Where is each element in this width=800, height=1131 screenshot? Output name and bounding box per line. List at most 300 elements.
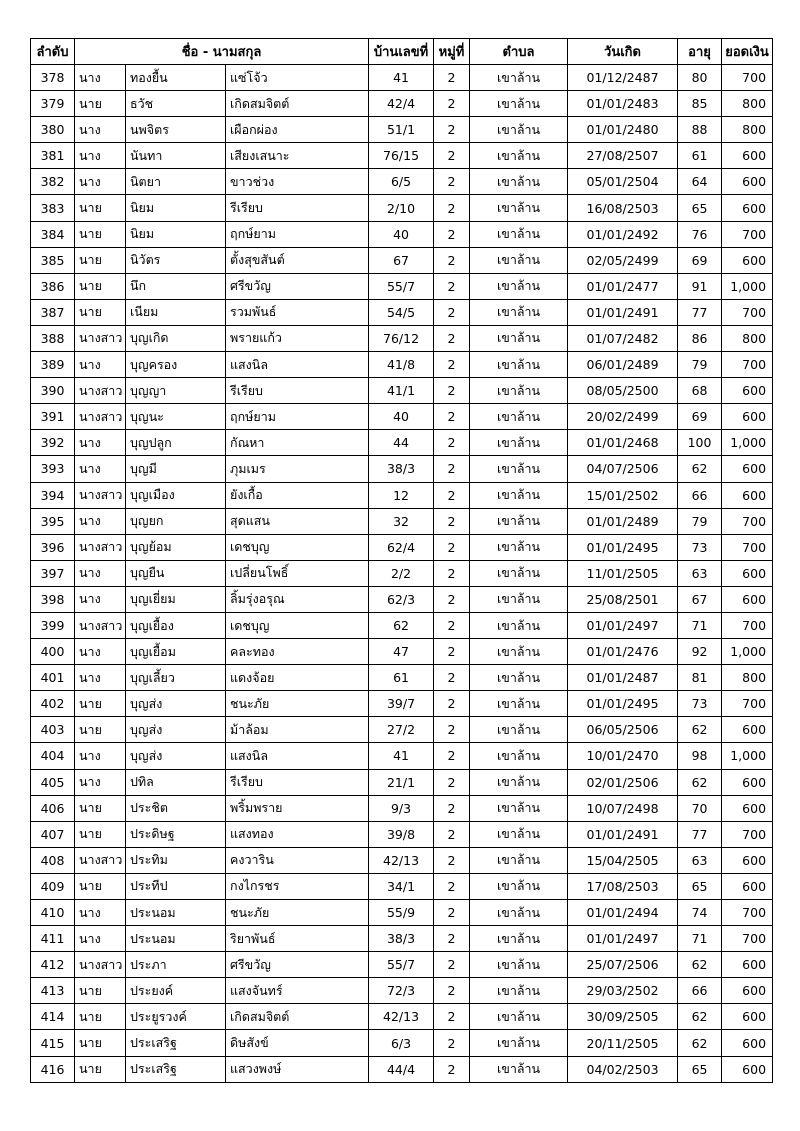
title-prefix-cell: นาง (75, 430, 126, 456)
table-row (31, 743, 773, 769)
title-prefix-cell: นางสาว (75, 325, 126, 351)
title-prefix-cell: นาย (75, 299, 126, 325)
house-number-cell: 41/8 (369, 352, 434, 378)
age-cell: 100 (678, 430, 722, 456)
last-name-cell: พรายแก้ว (226, 325, 369, 351)
first-name-cell: ประนอม (126, 900, 226, 926)
village-number-cell: 2 (434, 717, 470, 743)
age-cell: 66 (678, 978, 722, 1004)
header-no: ลำดับ (31, 39, 75, 65)
date-of-birth-cell: 02/01/2506 (568, 769, 678, 795)
age-cell: 70 (678, 795, 722, 821)
first-name-cell: ประนอม (126, 926, 226, 952)
subdistrict-cell: เขาล้าน (470, 352, 568, 378)
row-number-cell: 389 (31, 352, 75, 378)
table-row (31, 769, 773, 795)
amount-cell: 700 (722, 821, 773, 847)
age-cell: 62 (678, 1030, 722, 1056)
age-cell: 62 (678, 1004, 722, 1030)
village-number-cell: 2 (434, 978, 470, 1004)
village-number-cell: 2 (434, 1004, 470, 1030)
row-number-cell: 388 (31, 325, 75, 351)
date-of-birth-cell: 01/01/2476 (568, 639, 678, 665)
age-cell: 62 (678, 717, 722, 743)
row-number-cell: 382 (31, 169, 75, 195)
subdistrict-cell: เขาล้าน (470, 1030, 568, 1056)
amount-cell: 600 (722, 378, 773, 404)
amount-cell: 1,000 (722, 430, 773, 456)
first-name-cell: นพจิตร (126, 117, 226, 143)
house-number-cell: 42/13 (369, 847, 434, 873)
age-cell: 86 (678, 325, 722, 351)
row-number-cell: 408 (31, 847, 75, 873)
title-prefix-cell: นาง (75, 352, 126, 378)
house-number-cell: 42/13 (369, 1004, 434, 1030)
title-prefix-cell: นาง (75, 586, 126, 612)
title-prefix-cell: นาง (75, 169, 126, 195)
age-cell: 67 (678, 586, 722, 612)
title-prefix-cell: นาย (75, 978, 126, 1004)
subdistrict-cell: เขาล้าน (470, 639, 568, 665)
amount-cell: 600 (722, 717, 773, 743)
date-of-birth-cell: 01/01/2489 (568, 508, 678, 534)
date-of-birth-cell: 10/07/2498 (568, 795, 678, 821)
house-number-cell: 39/7 (369, 691, 434, 717)
last-name-cell: แสงนิล (226, 743, 369, 769)
row-number-cell: 386 (31, 273, 75, 299)
subdistrict-cell: เขาล้าน (470, 1004, 568, 1030)
first-name-cell: นิวัตร (126, 247, 226, 273)
age-cell: 66 (678, 482, 722, 508)
village-number-cell: 2 (434, 900, 470, 926)
amount-cell: 600 (722, 404, 773, 430)
first-name-cell: นิยม (126, 221, 226, 247)
amount-cell: 600 (722, 1004, 773, 1030)
title-prefix-cell: นางสาว (75, 952, 126, 978)
row-number-cell: 400 (31, 639, 75, 665)
house-number-cell: 51/1 (369, 117, 434, 143)
title-prefix-cell: นาง (75, 769, 126, 795)
subdistrict-cell: เขาล้าน (470, 586, 568, 612)
table-row (31, 952, 773, 978)
date-of-birth-cell: 01/01/2495 (568, 534, 678, 560)
amount-cell: 600 (722, 456, 773, 482)
date-of-birth-cell: 25/08/2501 (568, 586, 678, 612)
amount-cell: 800 (722, 325, 773, 351)
title-prefix-cell: นาย (75, 1056, 126, 1082)
title-prefix-cell: นาย (75, 691, 126, 717)
last-name-cell: ศรีขวัญ (226, 273, 369, 299)
subdistrict-cell: เขาล้าน (470, 143, 568, 169)
date-of-birth-cell: 01/01/2477 (568, 273, 678, 299)
village-number-cell: 2 (434, 117, 470, 143)
row-number-cell: 380 (31, 117, 75, 143)
date-of-birth-cell: 16/08/2503 (568, 195, 678, 221)
village-number-cell: 2 (434, 91, 470, 117)
amount-cell: 1,000 (722, 639, 773, 665)
title-prefix-cell: นางสาว (75, 482, 126, 508)
first-name-cell: ประภา (126, 952, 226, 978)
subdistrict-cell: เขาล้าน (470, 65, 568, 91)
title-prefix-cell: นาง (75, 65, 126, 91)
first-name-cell: ปทิล (126, 769, 226, 795)
last-name-cell: เดชบุญ (226, 534, 369, 560)
last-name-cell: รีเรียบ (226, 378, 369, 404)
date-of-birth-cell: 29/03/2502 (568, 978, 678, 1004)
amount-cell: 600 (722, 169, 773, 195)
first-name-cell: เนียม (126, 299, 226, 325)
table-row (31, 1056, 773, 1082)
subdistrict-cell: เขาล้าน (470, 117, 568, 143)
house-number-cell: 9/3 (369, 795, 434, 821)
subdistrict-cell: เขาล้าน (470, 508, 568, 534)
table-row (31, 221, 773, 247)
row-number-cell: 403 (31, 717, 75, 743)
last-name-cell: เปลี่ยนโพธิ์ (226, 560, 369, 586)
date-of-birth-cell: 06/01/2489 (568, 352, 678, 378)
subdistrict-cell: เขาล้าน (470, 873, 568, 899)
last-name-cell: รีเรียบ (226, 195, 369, 221)
last-name-cell: สุดแสน (226, 508, 369, 534)
village-number-cell: 2 (434, 821, 470, 847)
table-row (31, 169, 773, 195)
age-cell: 65 (678, 1056, 722, 1082)
house-number-cell: 41 (369, 743, 434, 769)
row-number-cell: 393 (31, 456, 75, 482)
row-number-cell: 392 (31, 430, 75, 456)
first-name-cell: บุญยก (126, 508, 226, 534)
amount-cell: 600 (722, 795, 773, 821)
subdistrict-cell: เขาล้าน (470, 534, 568, 560)
date-of-birth-cell: 01/01/2492 (568, 221, 678, 247)
age-cell: 63 (678, 560, 722, 586)
subdistrict-cell: เขาล้าน (470, 404, 568, 430)
title-prefix-cell: นาย (75, 91, 126, 117)
age-cell: 81 (678, 665, 722, 691)
date-of-birth-cell: 17/08/2503 (568, 873, 678, 899)
title-prefix-cell: นาย (75, 195, 126, 221)
last-name-cell: เดชบุญ (226, 612, 369, 638)
village-number-cell: 2 (434, 665, 470, 691)
table-row (31, 534, 773, 560)
village-number-cell: 2 (434, 639, 470, 665)
subdistrict-cell: เขาล้าน (470, 195, 568, 221)
subdistrict-cell: เขาล้าน (470, 926, 568, 952)
date-of-birth-cell: 06/05/2506 (568, 717, 678, 743)
age-cell: 98 (678, 743, 722, 769)
house-number-cell: 62/3 (369, 586, 434, 612)
first-name-cell: บุญนะ (126, 404, 226, 430)
house-number-cell: 42/4 (369, 91, 434, 117)
row-number-cell: 378 (31, 65, 75, 91)
header-tambon: ตำบล (470, 39, 568, 65)
row-number-cell: 409 (31, 873, 75, 899)
table-row (31, 612, 773, 638)
date-of-birth-cell: 05/01/2504 (568, 169, 678, 195)
village-number-cell: 2 (434, 221, 470, 247)
last-name-cell: ลิ้มรุ่งอรุณ (226, 586, 369, 612)
amount-cell: 600 (722, 769, 773, 795)
house-number-cell: 27/2 (369, 717, 434, 743)
row-number-cell: 396 (31, 534, 75, 560)
title-prefix-cell: นาง (75, 900, 126, 926)
house-number-cell: 38/3 (369, 456, 434, 482)
row-number-cell: 387 (31, 299, 75, 325)
first-name-cell: บุญยืน (126, 560, 226, 586)
elderly-allowance-table (30, 38, 773, 1083)
first-name-cell: ทองยื้น (126, 65, 226, 91)
date-of-birth-cell: 01/01/2491 (568, 299, 678, 325)
title-prefix-cell: นาย (75, 1004, 126, 1030)
age-cell: 74 (678, 900, 722, 926)
house-number-cell: 76/15 (369, 143, 434, 169)
subdistrict-cell: เขาล้าน (470, 691, 568, 717)
first-name-cell: บุญมี (126, 456, 226, 482)
house-number-cell: 2/2 (369, 560, 434, 586)
last-name-cell: เสียงเสนาะ (226, 143, 369, 169)
last-name-cell: รวมพันธ์ (226, 299, 369, 325)
subdistrict-cell: เขาล้าน (470, 978, 568, 1004)
title-prefix-cell: นาง (75, 143, 126, 169)
title-prefix-cell: นาง (75, 926, 126, 952)
date-of-birth-cell: 10/01/2470 (568, 743, 678, 769)
subdistrict-cell: เขาล้าน (470, 378, 568, 404)
last-name-cell: กงไกรชร (226, 873, 369, 899)
house-number-cell: 2/10 (369, 195, 434, 221)
row-number-cell: 398 (31, 586, 75, 612)
title-prefix-cell: นาย (75, 247, 126, 273)
table-row (31, 430, 773, 456)
village-number-cell: 2 (434, 1030, 470, 1056)
header-house: บ้านเลขที่ (369, 39, 434, 65)
age-cell: 69 (678, 404, 722, 430)
subdistrict-cell: เขาล้าน (470, 221, 568, 247)
house-number-cell: 72/3 (369, 978, 434, 1004)
house-number-cell: 40 (369, 404, 434, 430)
table-row (31, 691, 773, 717)
date-of-birth-cell: 01/01/2491 (568, 821, 678, 847)
age-cell: 63 (678, 847, 722, 873)
house-number-cell: 55/7 (369, 273, 434, 299)
row-number-cell: 411 (31, 926, 75, 952)
age-cell: 71 (678, 612, 722, 638)
table-row (31, 1004, 773, 1030)
village-number-cell: 2 (434, 456, 470, 482)
village-number-cell: 2 (434, 952, 470, 978)
age-cell: 80 (678, 65, 722, 91)
house-number-cell: 6/3 (369, 1030, 434, 1056)
header-name: ชื่อ - นามสกุล (75, 39, 369, 65)
village-number-cell: 2 (434, 143, 470, 169)
title-prefix-cell: นาย (75, 221, 126, 247)
age-cell: 71 (678, 926, 722, 952)
table-row (31, 665, 773, 691)
subdistrict-cell: เขาล้าน (470, 665, 568, 691)
first-name-cell: ธวัช (126, 91, 226, 117)
row-number-cell: 406 (31, 795, 75, 821)
village-number-cell: 2 (434, 691, 470, 717)
row-number-cell: 394 (31, 482, 75, 508)
first-name-cell: บุญเยี่ยม (126, 586, 226, 612)
table-row (31, 404, 773, 430)
amount-cell: 600 (722, 873, 773, 899)
title-prefix-cell: นาย (75, 717, 126, 743)
age-cell: 77 (678, 299, 722, 325)
house-number-cell: 61 (369, 665, 434, 691)
table-row (31, 847, 773, 873)
village-number-cell: 2 (434, 195, 470, 221)
date-of-birth-cell: 15/04/2505 (568, 847, 678, 873)
village-number-cell: 2 (434, 430, 470, 456)
date-of-birth-cell: 11/01/2505 (568, 560, 678, 586)
subdistrict-cell: เขาล้าน (470, 430, 568, 456)
date-of-birth-cell: 01/01/2494 (568, 900, 678, 926)
village-number-cell: 2 (434, 482, 470, 508)
table-row (31, 639, 773, 665)
last-name-cell: ยังเกื้อ (226, 482, 369, 508)
amount-cell: 800 (722, 117, 773, 143)
row-number-cell: 383 (31, 195, 75, 221)
row-number-cell: 413 (31, 978, 75, 1004)
first-name-cell: บุญเยื้อง (126, 612, 226, 638)
last-name-cell: รีเรียบ (226, 769, 369, 795)
amount-cell: 700 (722, 926, 773, 952)
first-name-cell: ประเสริฐ (126, 1030, 226, 1056)
house-number-cell: 6/5 (369, 169, 434, 195)
row-number-cell: 379 (31, 91, 75, 117)
first-name-cell: นิตยา (126, 169, 226, 195)
title-prefix-cell: นางสาว (75, 378, 126, 404)
table-row (31, 195, 773, 221)
amount-cell: 800 (722, 91, 773, 117)
date-of-birth-cell: 01/12/2487 (568, 65, 678, 91)
date-of-birth-cell: 27/08/2507 (568, 143, 678, 169)
village-number-cell: 2 (434, 299, 470, 325)
age-cell: 62 (678, 769, 722, 795)
row-number-cell: 399 (31, 612, 75, 638)
first-name-cell: บุญปลูก (126, 430, 226, 456)
amount-cell: 1,000 (722, 743, 773, 769)
table-row (31, 795, 773, 821)
house-number-cell: 44 (369, 430, 434, 456)
last-name-cell: ดิษสังข์ (226, 1030, 369, 1056)
first-name-cell: บุญญา (126, 378, 226, 404)
age-cell: 65 (678, 873, 722, 899)
village-number-cell: 2 (434, 926, 470, 952)
title-prefix-cell: นาย (75, 873, 126, 899)
first-name-cell: นึก (126, 273, 226, 299)
subdistrict-cell: เขาล้าน (470, 247, 568, 273)
date-of-birth-cell: 20/11/2505 (568, 1030, 678, 1056)
village-number-cell: 2 (434, 847, 470, 873)
table-row (31, 378, 773, 404)
subdistrict-cell: เขาล้าน (470, 91, 568, 117)
table-row (31, 456, 773, 482)
first-name-cell: นิยม (126, 195, 226, 221)
village-number-cell: 2 (434, 1056, 470, 1082)
subdistrict-cell: เขาล้าน (470, 169, 568, 195)
subdistrict-cell: เขาล้าน (470, 717, 568, 743)
first-name-cell: ประเสริฐ (126, 1056, 226, 1082)
last-name-cell: แซ่โจ้ว (226, 65, 369, 91)
last-name-cell: ฤกษ์ยาม (226, 404, 369, 430)
last-name-cell: แสงนิล (226, 352, 369, 378)
amount-cell: 600 (722, 195, 773, 221)
date-of-birth-cell: 01/01/2497 (568, 612, 678, 638)
row-number-cell: 412 (31, 952, 75, 978)
subdistrict-cell: เขาล้าน (470, 847, 568, 873)
title-prefix-cell: นาง (75, 560, 126, 586)
date-of-birth-cell: 04/07/2506 (568, 456, 678, 482)
table-row (31, 143, 773, 169)
age-cell: 77 (678, 821, 722, 847)
amount-cell: 600 (722, 978, 773, 1004)
age-cell: 61 (678, 143, 722, 169)
row-number-cell: 401 (31, 665, 75, 691)
amount-cell: 600 (722, 952, 773, 978)
date-of-birth-cell: 20/02/2499 (568, 404, 678, 430)
title-prefix-cell: นาง (75, 508, 126, 534)
title-prefix-cell: นาย (75, 821, 126, 847)
last-name-cell: เกิดสมจิตต์ (226, 1004, 369, 1030)
table-row (31, 978, 773, 1004)
table-row (31, 247, 773, 273)
first-name-cell: บุญเมือง (126, 482, 226, 508)
last-name-cell: ภุมเมร (226, 456, 369, 482)
table-row (31, 508, 773, 534)
house-number-cell: 54/5 (369, 299, 434, 325)
village-number-cell: 2 (434, 534, 470, 560)
last-name-cell: ชนะภัย (226, 900, 369, 926)
last-name-cell: ฤกษ์ยาม (226, 221, 369, 247)
row-number-cell: 390 (31, 378, 75, 404)
last-name-cell: เผือกผ่อง (226, 117, 369, 143)
age-cell: 92 (678, 639, 722, 665)
date-of-birth-cell: 02/05/2499 (568, 247, 678, 273)
title-prefix-cell: นางสาว (75, 612, 126, 638)
village-number-cell: 2 (434, 273, 470, 299)
date-of-birth-cell: 01/01/2497 (568, 926, 678, 952)
first-name-cell: บุญส่ง (126, 717, 226, 743)
amount-cell: 600 (722, 1030, 773, 1056)
subdistrict-cell: เขาล้าน (470, 743, 568, 769)
table-row (31, 560, 773, 586)
table-row (31, 482, 773, 508)
table-row (31, 352, 773, 378)
date-of-birth-cell: 30/09/2505 (568, 1004, 678, 1030)
age-cell: 65 (678, 195, 722, 221)
amount-cell: 700 (722, 534, 773, 560)
first-name-cell: ประดิษฐ (126, 821, 226, 847)
village-number-cell: 2 (434, 586, 470, 612)
last-name-cell: คงวาริน (226, 847, 369, 873)
amount-cell: 600 (722, 586, 773, 612)
last-name-cell: ขาวช่วง (226, 169, 369, 195)
date-of-birth-cell: 01/01/2495 (568, 691, 678, 717)
row-number-cell: 416 (31, 1056, 75, 1082)
date-of-birth-cell: 01/07/2482 (568, 325, 678, 351)
village-number-cell: 2 (434, 247, 470, 273)
table-row (31, 1030, 773, 1056)
row-number-cell: 414 (31, 1004, 75, 1030)
last-name-cell: แสงทอง (226, 821, 369, 847)
row-number-cell: 404 (31, 743, 75, 769)
title-prefix-cell: นางสาว (75, 534, 126, 560)
first-name-cell: นันทา (126, 143, 226, 169)
date-of-birth-cell: 01/01/2487 (568, 665, 678, 691)
house-number-cell: 76/12 (369, 325, 434, 351)
table-row (31, 91, 773, 117)
